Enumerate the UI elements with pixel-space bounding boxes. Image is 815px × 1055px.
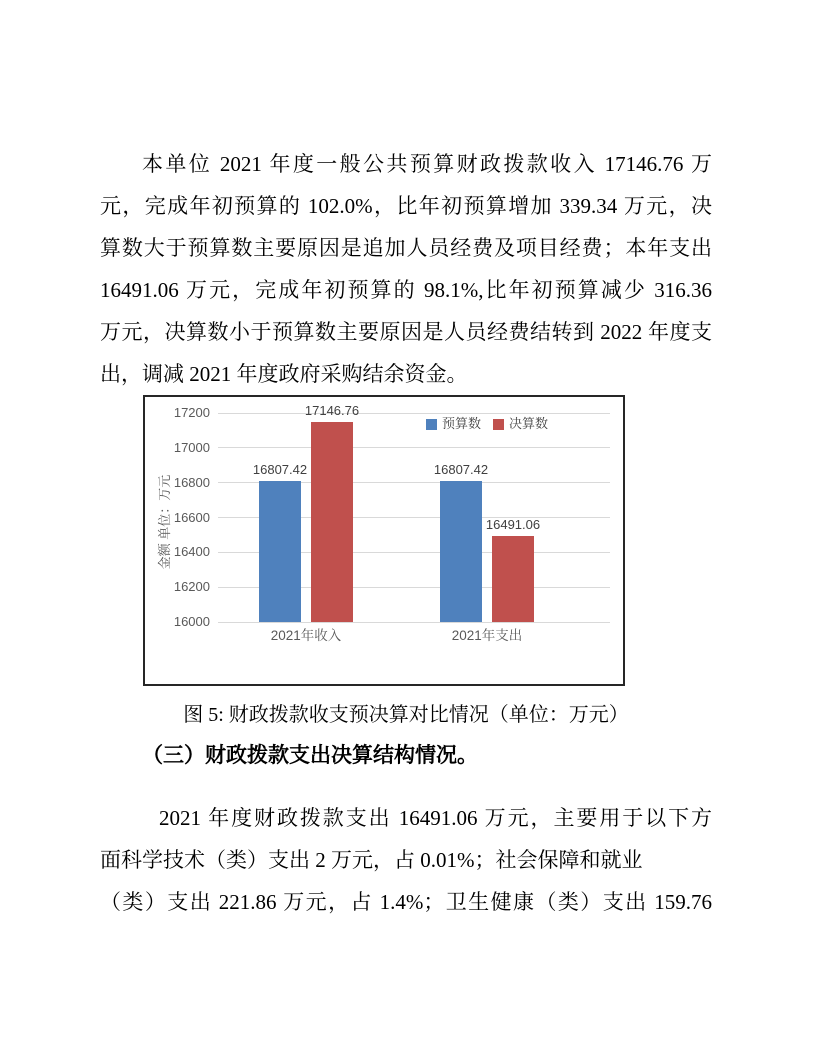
figure-caption: 图 5: 财政拨款收支预决算对比情况（单位：万元） bbox=[183, 704, 629, 726]
data-label: 16491.06 bbox=[485, 517, 541, 533]
legend-swatch-icon bbox=[426, 419, 437, 430]
legend-label: 决算数 bbox=[508, 416, 548, 431]
paragraph-line: 本单位 2021 年度一般公共预算财政拨款收入 17146.76 万 bbox=[142, 152, 712, 176]
chart-legend bbox=[426, 417, 548, 431]
figure-5-bar-chart bbox=[143, 395, 625, 686]
bar-预算数-2021年收入 bbox=[259, 481, 301, 622]
x-axis-category-label: 2021年收入 bbox=[270, 628, 342, 643]
legend-item-决算数 bbox=[493, 417, 548, 431]
chart-gridline bbox=[218, 413, 610, 414]
paragraph-line: 16491.06 万元，完成年初预算的 98.1%,比年初预算减少 316.36 bbox=[100, 278, 712, 302]
legend-item-预算数 bbox=[426, 417, 481, 431]
paragraph-line: （类）支出 221.86 万元，占 1.4%；卫生健康（类）支出 159.76 bbox=[100, 890, 712, 914]
paragraph-line: 出，调减 2021 年度政府采购结余资金。 bbox=[100, 362, 468, 386]
paragraph-line: 2021 年度财政拨款支出 16491.06 万元，主要用于以下方 bbox=[159, 806, 712, 830]
data-label: 16807.42 bbox=[433, 462, 489, 478]
y-axis-tick-label: 16000 bbox=[173, 614, 210, 629]
bar-预算数-2021年支出 bbox=[440, 481, 482, 622]
data-label: 16807.42 bbox=[252, 462, 308, 478]
x-axis-category-label: 2021年支出 bbox=[451, 628, 523, 643]
paragraph-line: 万元，决算数小于预算数主要原因是人员经费结转到 2022 年度支 bbox=[100, 320, 712, 344]
paragraph-line: 元，完成年初预算的 102.0%，比年初预算增加 339.34 万元，决 bbox=[100, 194, 712, 218]
legend-swatch-icon bbox=[493, 419, 504, 430]
paragraph-line: 算数大于预算数主要原因是追加人员经费及项目经费；本年支出 bbox=[100, 236, 712, 260]
chart-gridline bbox=[218, 447, 610, 448]
section-heading: （三）财政拨款支出决算结构情况。 bbox=[142, 743, 478, 767]
body-paragraph-1 bbox=[100, 143, 712, 395]
y-axis-tick-label: 16600 bbox=[173, 509, 210, 525]
legend-label: 预算数 bbox=[441, 416, 481, 431]
bar-决算数-2021年收入 bbox=[311, 422, 353, 622]
y-axis-tick-label: 17000 bbox=[173, 439, 210, 455]
data-label: 17146.76 bbox=[304, 403, 360, 419]
bar-决算数-2021年支出 bbox=[492, 536, 534, 622]
y-axis-tick-label: 16400 bbox=[173, 544, 210, 560]
y-axis-title: 金额 单位：万元 bbox=[157, 474, 172, 569]
y-axis-tick-label: 17200 bbox=[173, 405, 210, 420]
body-paragraph-2 bbox=[100, 797, 712, 923]
paragraph-line: 面科学技术（类）支出 2 万元，占 0.01%；社会保障和就业 bbox=[100, 848, 643, 872]
y-axis-tick-label: 16200 bbox=[173, 579, 210, 595]
y-axis-tick-label: 16800 bbox=[173, 474, 210, 490]
